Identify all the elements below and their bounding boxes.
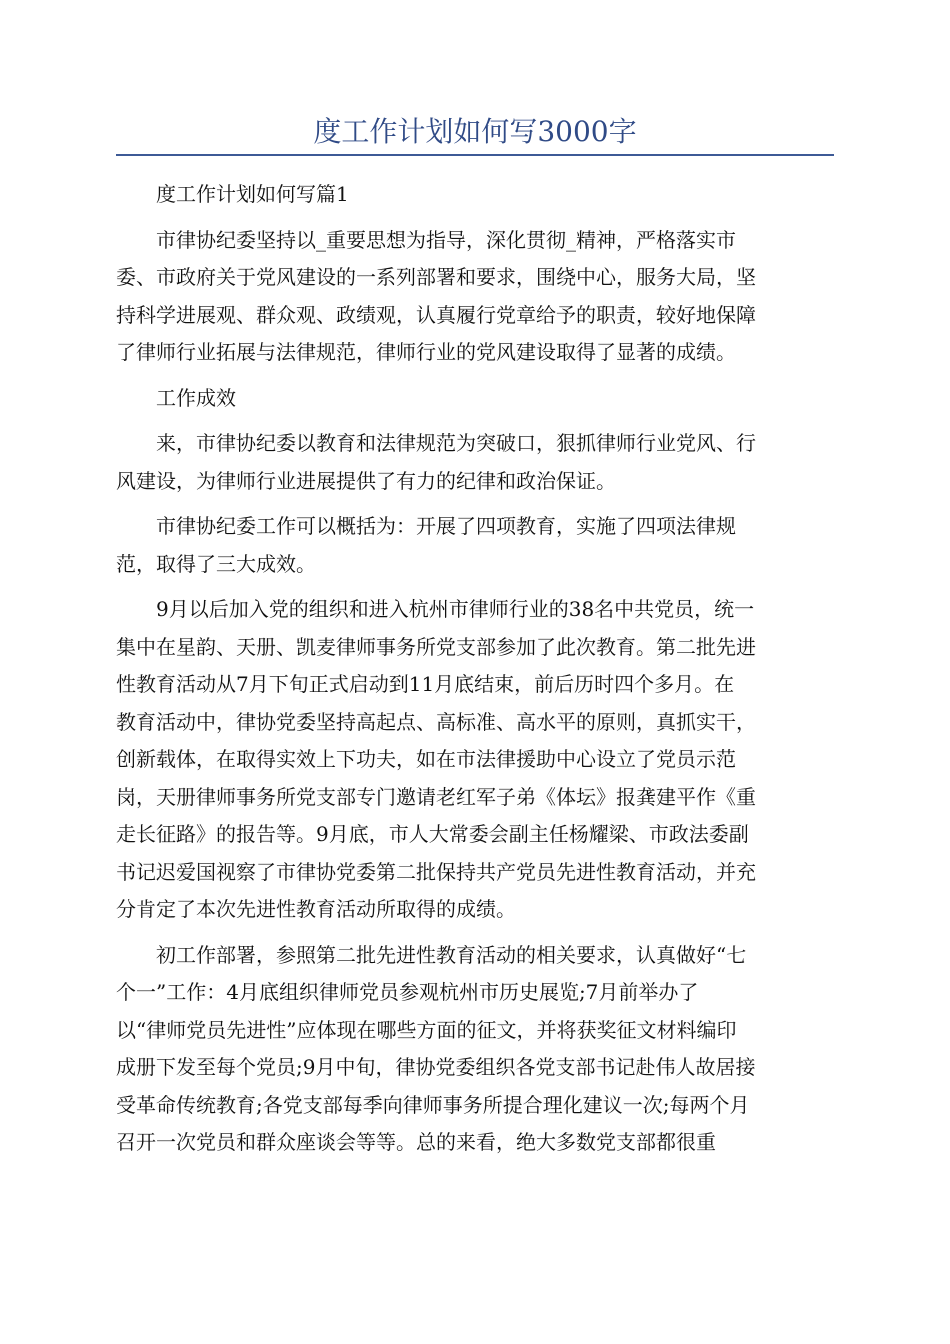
body-paragraph: 市律协纪委坚持以_重要思想为指导，深化贯彻_精神，严格落实市 委、市政府关于党风建设的一系列部署和要求，围绕中心，服务大局，坚 持科学进展观、群众观、政绩观，认真履行党章给予的职责，较好地保障 了律师行业拓展与法律规范，律师行业的党风建设取得了显著的成绩。 <box>116 227 756 364</box>
body-paragraph: 初工作部署，参照第二批先进性教育活动的相关要求，认真做好“七 个一”工作：4月底组织律师党员参观杭州市历史展览;7月前举办了 以“律师党员先进性”应体现在哪些方面的征文，并将获奖征文材料编印 成册下发至每个党员;9月中旬，律协党委组织各党支部书记赴伟人故居接 受革命传统教育;各党支部每季向律师事务所提合理化建议一次;每两个月 召开一次党员和群众座谈会等等。总的来看，绝大多数党支部都很重 <box>116 942 756 1154</box>
body-paragraph: 市律协纪委工作可以概括为：开展了四项教育，实施了四项法律规 范，取得了三大成效。 <box>116 514 736 576</box>
body-paragraph: 9月以后加入党的组织和进入杭州市律师行业的38名中共党员，统一 集中在星韵、天册、凯麦律师事务所党支部参加了此次教育。第二批先进 性教育活动从7月下旬正式启动到11月底结束，前后历时四个多月。在 教育活动中，律协党委坚持高起点、高标准、高水平的原则，真抓实干， 创新载体，在取得实效上下功夫，如在市法律援助中心设立了党员示范 岗，天册律师事务所党支部专门邀请老红军子弟《体坛》报龚建平作《重 走长征路》的报告等。9月底，市人大常委会副主任杨耀梁、市政法委副 书记迟爱国视察了市律协党委第二批保持共产党员先进性教育活动，并充 分肯定了本次先进性教育活动所取得的成绩。 <box>116 597 756 921</box>
section-heading: 度工作计划如何写篇1 <box>116 182 349 206</box>
document-title: 度工作计划如何写3000字 <box>313 115 637 148</box>
subheading: 工作成效 <box>116 385 236 410</box>
document-body <box>116 176 836 1170</box>
title-underline <box>116 154 834 156</box>
body-paragraph: 来，市律协纪委以教育和法律规范为突破口，狠抓律师行业党风、行 风建设，为律师行业进展提供了有力的纪律和政治保证。 <box>116 431 756 493</box>
